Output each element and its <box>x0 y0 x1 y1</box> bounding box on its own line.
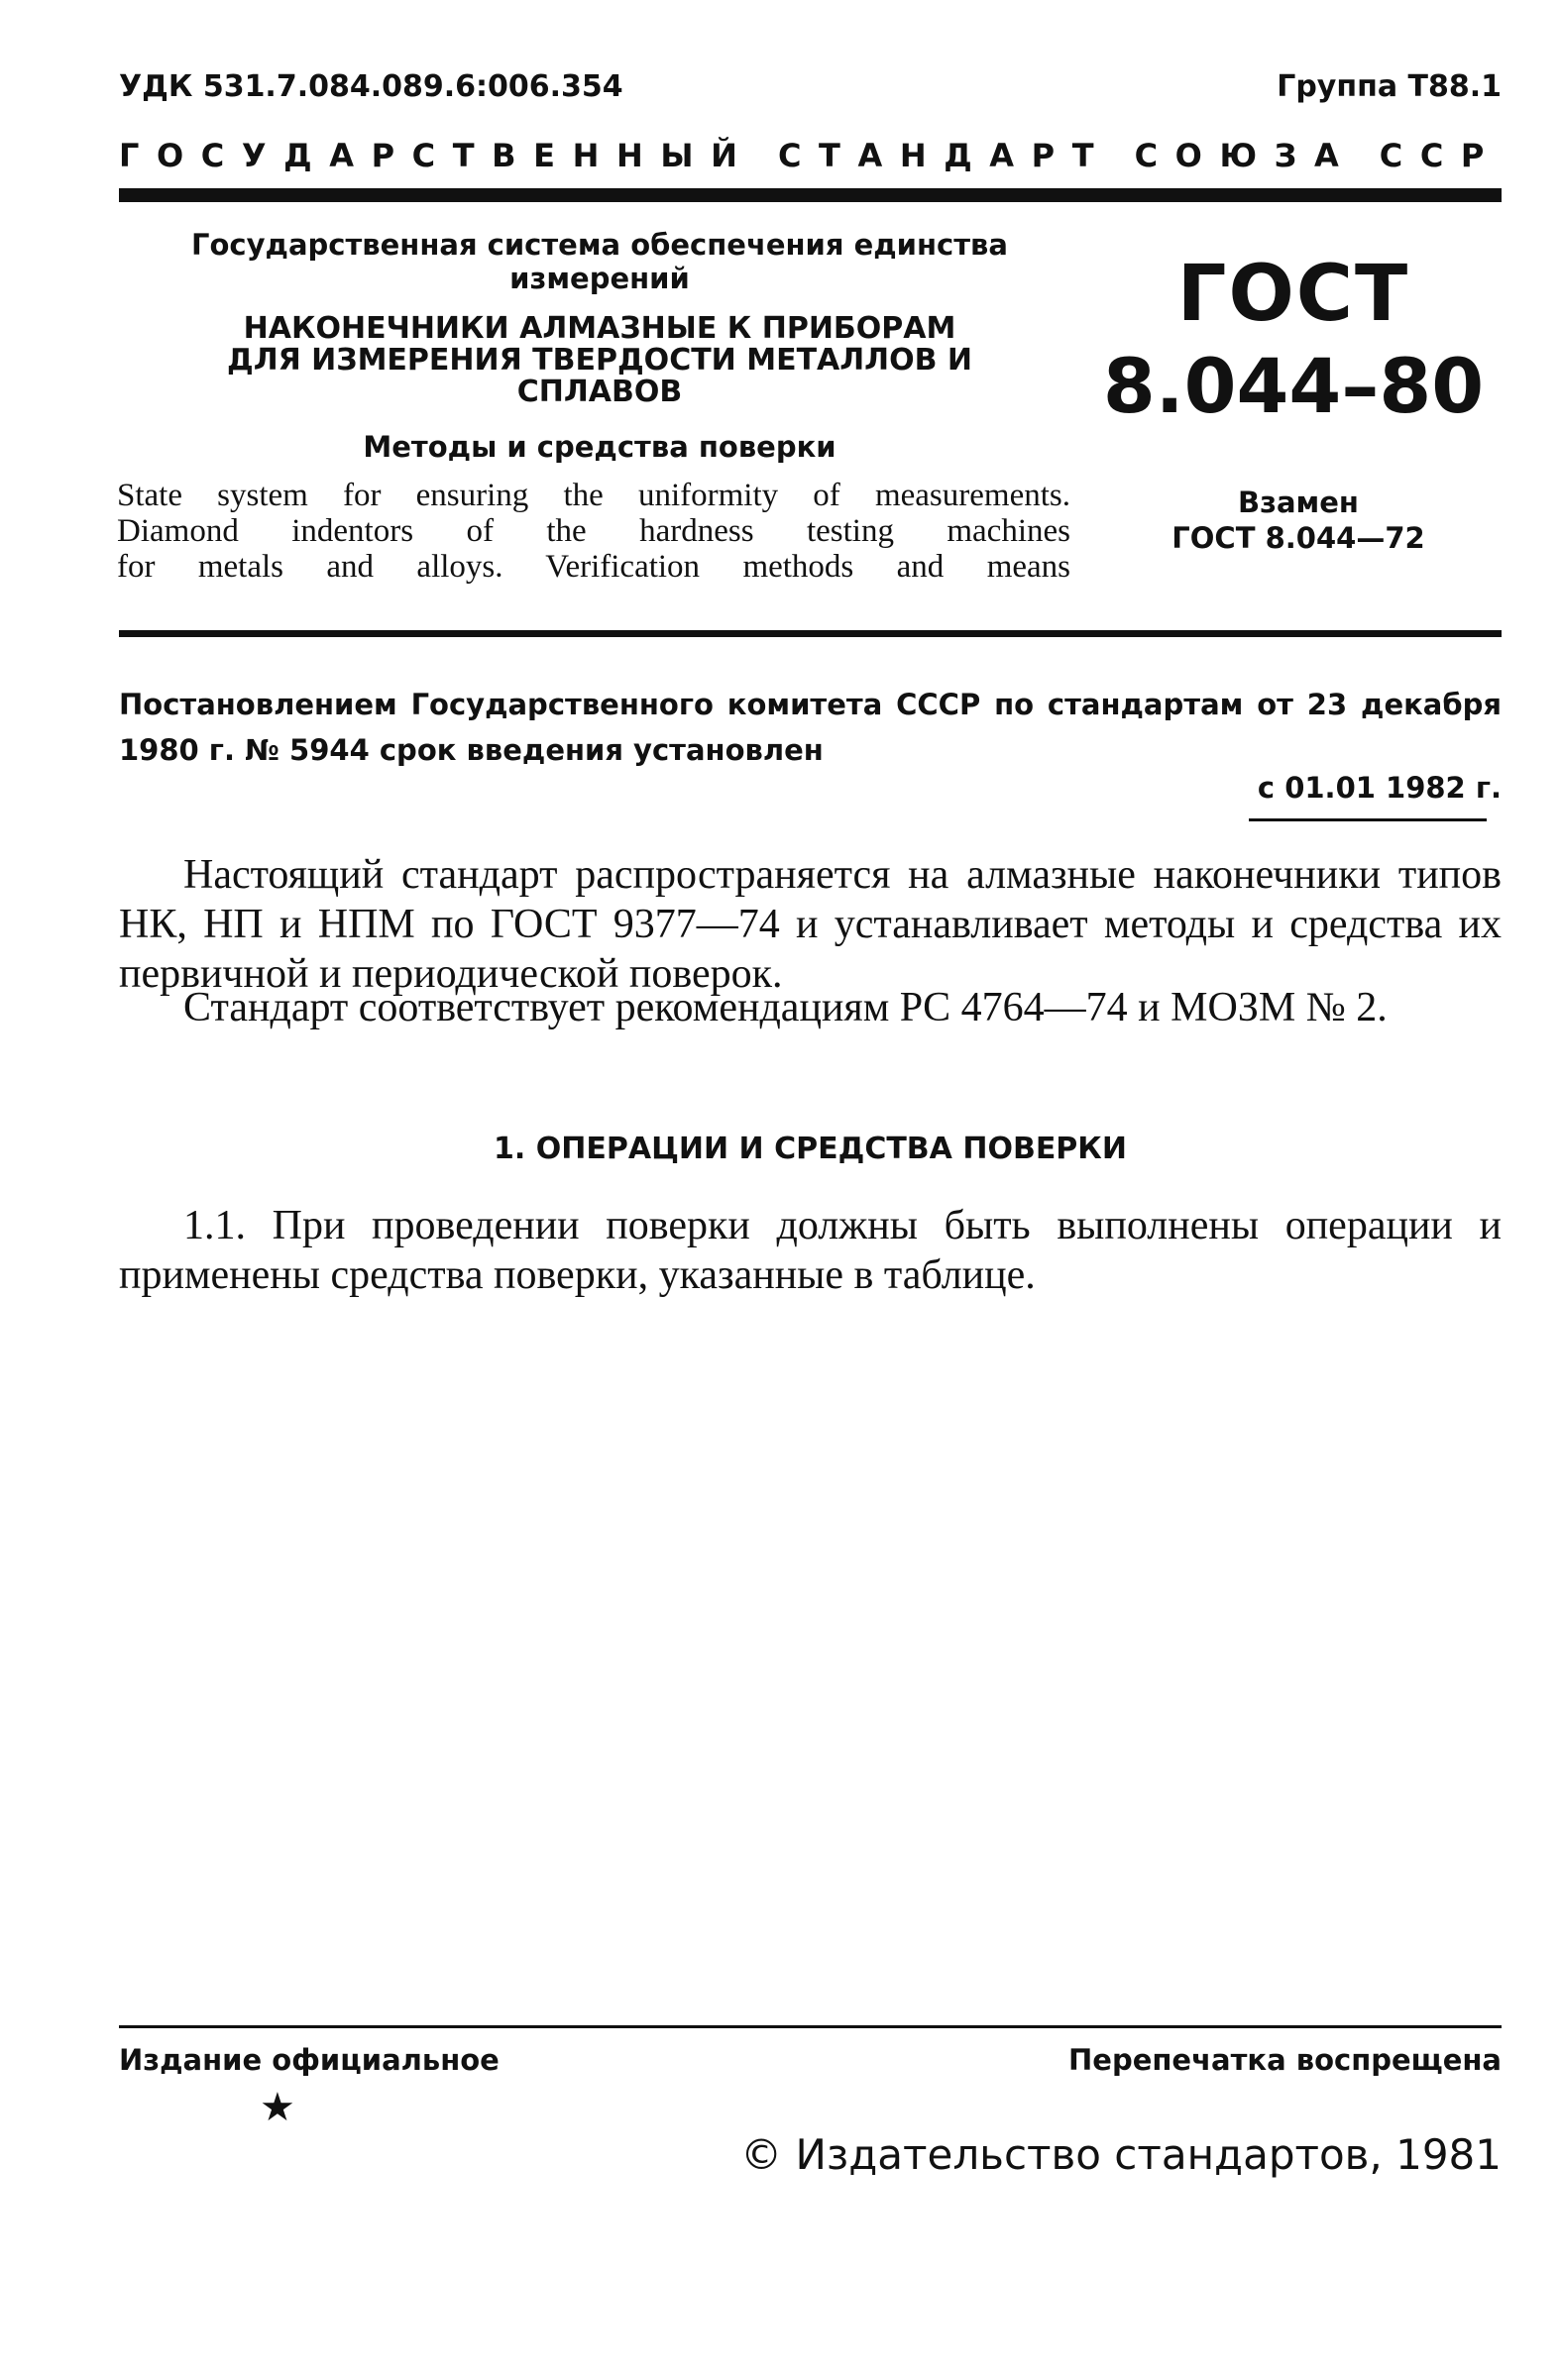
document-title: НАКОНЕЧНИКИ АЛМАЗНЫЕ К ПРИБОРАМ ДЛЯ ИЗМЕРЕНИЯ ТВЕРДОСТИ МЕТАЛЛОВ И СПЛАВОВ <box>226 311 973 409</box>
copyright-line: © Издательство стандартов, 1981 <box>740 2130 1502 2179</box>
group-code: Группа Т88.1 <box>1277 69 1502 104</box>
udk-code: УДК 531.7.084.089.6:006.354 <box>119 69 623 104</box>
paragraph-1-1: 1.1. При проведении поверки должны быть выполнены операции и применены средства поверки, указанные в таблице. <box>119 1203 1502 1298</box>
gost-number: 8.044–80 <box>1102 342 1485 430</box>
title-block-rule <box>119 630 1502 637</box>
footer-rule <box>119 2025 1502 2028</box>
paragraph-conformity: Стандарт соответствует рекомендациям PC 4764—74 и МОЗМ № 2. <box>183 985 1388 1030</box>
system-title: Государственная система обеспечения единства измерений <box>191 228 1008 295</box>
effective-date-underline <box>1249 818 1487 821</box>
reprint-prohibited-label: Перепечатка воспрещена <box>1068 2043 1502 2077</box>
english-title-line-2: Diamond indentors of the hardness testing machines <box>117 513 1070 549</box>
state-standard-word-1: ГОСУДАРСТВЕННЫЙ <box>119 137 755 174</box>
state-standard-heading <box>119 137 1502 174</box>
state-standard-word-3: СОЮЗА <box>1134 137 1357 174</box>
paragraph-scope: Настоящий стандарт распространяется на алмазные наконечники типов НК, НП и НПМ по ГОСТ 9377—74 и устанавливает методы и средства их первичной и периодической поверок. <box>119 852 1502 997</box>
header-thick-rule <box>119 188 1502 202</box>
methods-subtitle: Методы и средства поверки <box>363 430 836 464</box>
english-title-line-3: for metals and alloys. Verification methods and means <box>117 549 1070 585</box>
decree-text: Постановлением Государственного комитета СССР по стандартам от 23 декабря 1980 г. № 5944 срок введения установлен <box>119 688 1502 767</box>
replaces-label: Взамен <box>1238 486 1359 519</box>
state-standard-word-4: ССР <box>1379 137 1502 174</box>
star-icon: ★ <box>260 2085 295 2130</box>
official-edition-label: Издание официальное <box>119 2043 500 2077</box>
title-block <box>109 228 1090 585</box>
state-standard-word-2: СТАНДАРТ <box>777 137 1112 174</box>
gost-label: ГОСТ <box>1176 250 1410 339</box>
effective-date: с 01.01 1982 г. <box>1257 771 1502 805</box>
english-title <box>109 478 1070 585</box>
section-1-heading: 1. ОПЕРАЦИИ И СРЕДСТВА ПОВЕРКИ <box>494 1132 1127 1166</box>
replaces-value: ГОСТ 8.044—72 <box>1171 521 1425 555</box>
english-title-line-1: State system for ensuring the uniformity of measurements. <box>117 478 1070 513</box>
